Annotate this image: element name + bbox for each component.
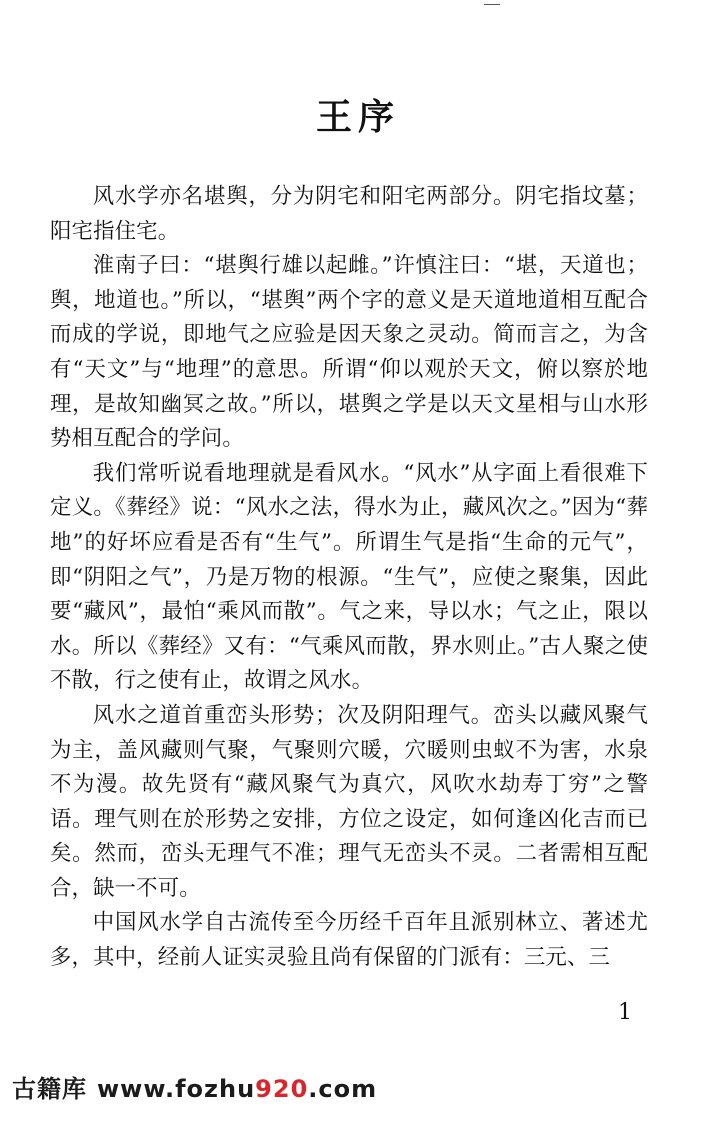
body-text [50,180,648,976]
watermark-url-part2: 920 [255,1075,309,1103]
scan-mark [484,4,500,5]
watermark-url-part1: www.fozhu [97,1075,256,1103]
page-number: 1 [618,1000,632,1025]
watermark-site-name: 古籍库 [12,1075,87,1103]
paragraph-4: 风水之道首重峦头形势；次及阴阳理气。峦头以藏风聚气为主，盖风藏则气聚，气聚则穴暖，穴暖则虫蚁不为害，水泉不为漫。故先贤有“藏风聚气为真穴，风吹水劫寿丁穷”之警语。理气则在於形势之安排，方位之设定，如何逢凶化吉而已矣。然而，峦头无理气不准；理气无峦头不灵。二者需相互配合，缺一不可。 [50,702,648,901]
watermark-url-part3: .com [308,1075,378,1103]
page-title: 王序 [315,97,400,138]
paragraph-1: 风水学亦名堪舆，分为阴宅和阳宅两部分。阴宅指坟墓；阳宅指住宅。 [50,184,648,244]
paragraph-3: 我们常听说看地理就是看风水。“风水”从字面上看很难下定义。《葬经》说：“风水之法，得水为止，藏风次之。”因为“葬地”的好坏应看是否有“生气”。所谓生气是指“生命的元气”，即“阴阳之气”，乃是万物的根源。“生气”，应使之聚集，因此要“藏风”，最怕“乘风而散”。气之来，导以水；气之止，限以水。所以《葬经》又有：“气乘风而散，界水则止。”古人聚之使不散，行之使有止，故谓之风水。 [50,460,648,694]
paragraph-5: 中国风水学自古流传至今历经千百年且派别林立、著述尤多，其中，经前人证实灵验且尚有保留的门派有：三元、三 [50,910,648,971]
watermark [12,1072,377,1106]
paragraph-2: 淮南子曰：“堪舆行雄以起雌。”许慎注曰：“堪，天道也；舆，地道也。”所以，“堪舆”两个字的意义是天道地道相互配合而成的学说，即地气之应验是因天象之灵动。简而言之，为含有“天文”与“地理”的意思。所谓“仰以观於天文，俯以察於地理，是故知幽冥之故。”所以，堪舆之学是以天文星相与山水形势相互配合的学问。 [50,253,648,452]
